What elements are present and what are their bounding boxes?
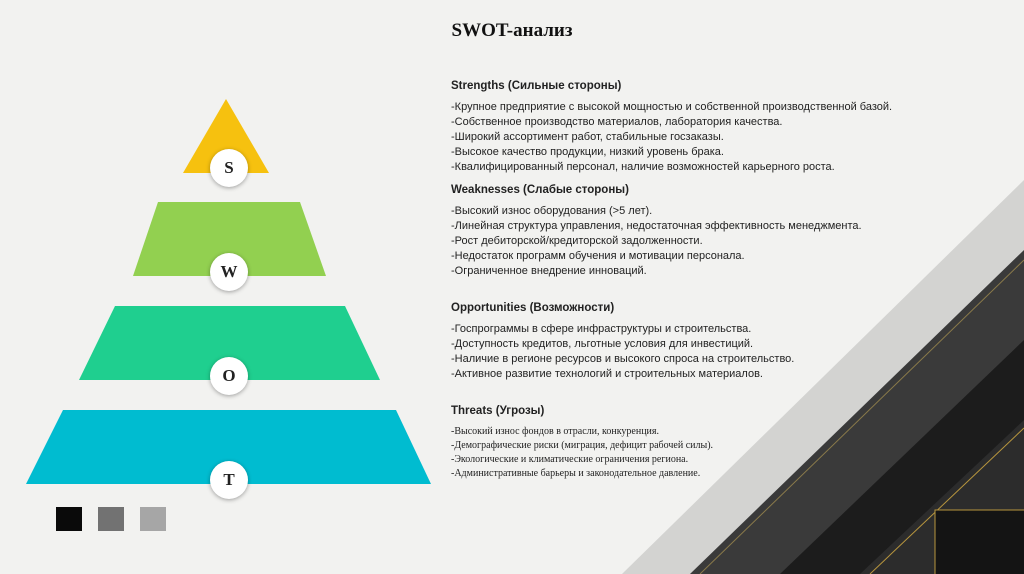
weaknesses-item: -Высокий износ оборудования (>5 лет). bbox=[451, 205, 653, 217]
opportunities-section bbox=[451, 302, 971, 382]
strengths-item: -Квалифицированный персонал, наличие возможностей карьерного роста. bbox=[451, 161, 835, 173]
color-swatch-black bbox=[56, 507, 82, 531]
page-title: SWOT-анализ bbox=[451, 20, 573, 41]
tier-w-badge: W bbox=[210, 253, 248, 291]
threats-item: -Административные барьеры и законодательное давление. bbox=[451, 468, 701, 479]
threats-title: Threats (Угрозы) bbox=[451, 405, 545, 417]
strengths-item: -Собственное производство материалов, лаборатория качества. bbox=[451, 116, 783, 128]
strengths-item: -Высокое качество продукции, низкий уровень брака. bbox=[451, 146, 724, 158]
weaknesses-item: -Ограниченное внедрение инноваций. bbox=[451, 265, 647, 277]
strengths-item: -Широкий ассортимент работ, стабильные госзаказы. bbox=[451, 131, 724, 143]
opportunities-item: -Доступность кредитов, льготные условия для инвестиций. bbox=[451, 338, 754, 350]
strengths-item: -Крупное предприятие с высокой мощностью и собственной производственной базой. bbox=[451, 101, 893, 113]
opportunities-item: -Госпрограммы в сфере инфраструктуры и строительства. bbox=[451, 323, 752, 335]
threats-item: -Демографические риски (миграция, дефицит рабочей силы). bbox=[451, 440, 714, 451]
tier-s-badge: S bbox=[210, 149, 248, 187]
weaknesses-item: -Недостаток программ обучения и мотивации персонала. bbox=[451, 250, 745, 262]
weaknesses-title: Weaknesses (Слабые стороны) bbox=[451, 184, 629, 196]
threats-item: -Высокий износ фондов в отрасли, конкуренция. bbox=[451, 426, 660, 437]
threats-section bbox=[451, 405, 971, 481]
opportunities-title: Opportunities (Возможности) bbox=[451, 302, 615, 314]
tier-o-badge: O bbox=[210, 357, 248, 395]
opportunities-item: -Наличие в регионе ресурсов и высокого спроса на строительство. bbox=[451, 353, 795, 365]
weaknesses-item: -Рост дебиторской/кредиторской задолженности. bbox=[451, 235, 703, 247]
color-swatch-dark-gray bbox=[98, 507, 124, 531]
color-swatch-light-gray bbox=[140, 507, 166, 531]
opportunities-item: -Активное развитие технологий и строительных материалов. bbox=[451, 368, 763, 380]
strengths-title: Strengths (Сильные стороны) bbox=[451, 80, 622, 92]
weaknesses-item: -Линейная структура управления, недостаточная эффективность менеджмента. bbox=[451, 220, 862, 232]
tier-t-badge: T bbox=[210, 461, 248, 499]
strengths-section bbox=[451, 80, 971, 175]
threats-item: -Экологические и климатические ограничения региона. bbox=[451, 454, 689, 465]
weaknesses-section bbox=[451, 184, 971, 279]
